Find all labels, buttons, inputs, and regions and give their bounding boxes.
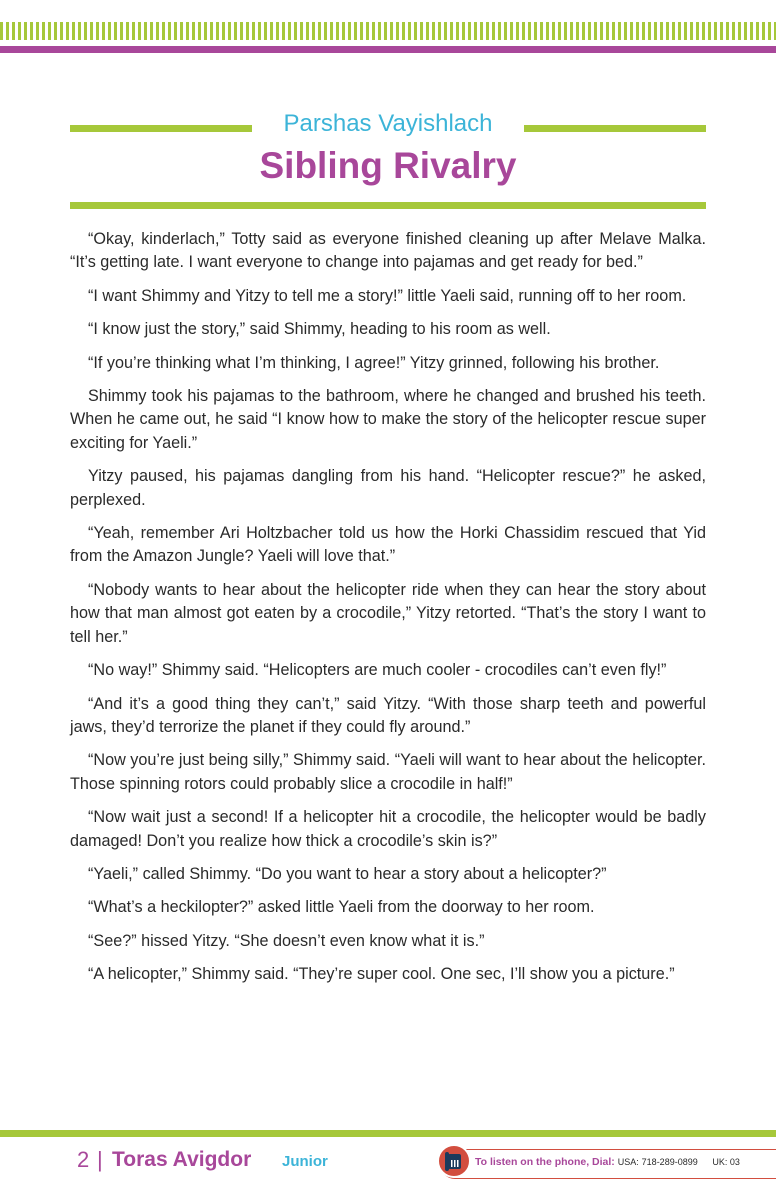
- story-body: [70, 228, 706, 997]
- story-paragraph: “I know just the story,” said Shimmy, heading to his room as well.: [88, 320, 551, 339]
- story-paragraph: “Nobody wants to hear about the helicopter ride when they can hear the story about how that man almost got eaten by a crocodile,” Yitzy retorted. “That’s the story I want to tell her.”: [70, 580, 706, 646]
- story-paragraph: “Yaeli,” called Shimmy. “Do you want to hear a story about a helicopter?”: [88, 864, 607, 883]
- uk-label: UK: 03: [712, 1157, 740, 1167]
- top-divider: [0, 46, 776, 53]
- story-paragraph: “Now you’re just being silly,” Shimmy said. “Yaeli will want to hear about the helicopter. Those spinning rotors could probably slice a crocodile in half!”: [70, 751, 706, 793]
- story-paragraph: “See?” hissed Yitzy. “She doesn’t even know what it is.”: [88, 931, 485, 950]
- story-paragraph: Yitzy paused, his pajamas dangling from his hand. “Helicopter rescue?” he asked, perplexed.: [70, 467, 706, 509]
- title-bar-right: [524, 125, 706, 132]
- brand-subtitle: Junior: [282, 1153, 328, 1170]
- footer-divider: [0, 1130, 776, 1137]
- story-paragraph: “What’s a heckilopter?” asked little Yaeli from the doorway to her room.: [88, 898, 595, 917]
- story-paragraph: “No way!” Shimmy said. “Helicopters are much cooler - crocodiles can’t even fly!”: [88, 661, 667, 680]
- brand-name: Toras Avigdor: [112, 1148, 252, 1171]
- page-footer: [0, 1143, 776, 1177]
- phone-label: To listen on the phone, Dial:: [475, 1156, 615, 1168]
- page-title: Sibling Rivalry: [259, 145, 517, 186]
- story-paragraph: “And it’s a good thing they can’t,” said Yitzy. “With those sharp teeth and powerful jaws, they’d terrorize the planet if they could fly around.”: [70, 694, 706, 736]
- story-paragraph: “Okay, kinderlach,” Totty said as everyone finished cleaning up after Melave Malka. “It’s getting late. I want everyone to change into pajamas and get ready for bed.”: [70, 230, 706, 272]
- telephone-icon: [437, 1144, 471, 1178]
- title-row: [70, 108, 706, 142]
- story-paragraph: Shimmy took his pajamas to the bathroom, where he changed and brushed his teeth. When he came out, he said “I know how to make the story of the helicopter rescue super exciting for Yaeli.”: [70, 387, 706, 452]
- usa-label: USA:: [617, 1157, 639, 1167]
- story-paragraph: “A helicopter,” Shimmy said. “They’re super cool. One sec, I’ll show you a picture.”: [88, 965, 675, 984]
- page-number: 2: [77, 1147, 90, 1172]
- story-paragraph: “I want Shimmy and Yitzy to tell me a story!” little Yaeli said, running off to her room.: [88, 286, 687, 305]
- decorative-tick-band: [0, 0, 776, 46]
- story-paragraph: “Now wait just a second! If a helicopter hit a crocodile, the helicopter would be badly damaged! Don’t you realize how thick a crocodile’s skin is?”: [70, 808, 706, 850]
- parsha-name: Parshas Vayishlach: [283, 110, 493, 137]
- story-paragraph: “Yeah, remember Ari Holtzbacher told us how the Horki Chassidim rescued that Yid from the Amazon Jungle? Yaeli will love that.”: [70, 524, 706, 566]
- usa-number: 718-289-0899: [641, 1157, 698, 1167]
- phone-info: [475, 1155, 740, 1169]
- title-underline: [70, 202, 706, 209]
- footer-separator: |: [97, 1147, 103, 1172]
- title-bar-left: [70, 125, 252, 132]
- story-paragraph: “If you’re thinking what I’m thinking, I agree!” Yitzy grinned, following his brother.: [88, 353, 660, 372]
